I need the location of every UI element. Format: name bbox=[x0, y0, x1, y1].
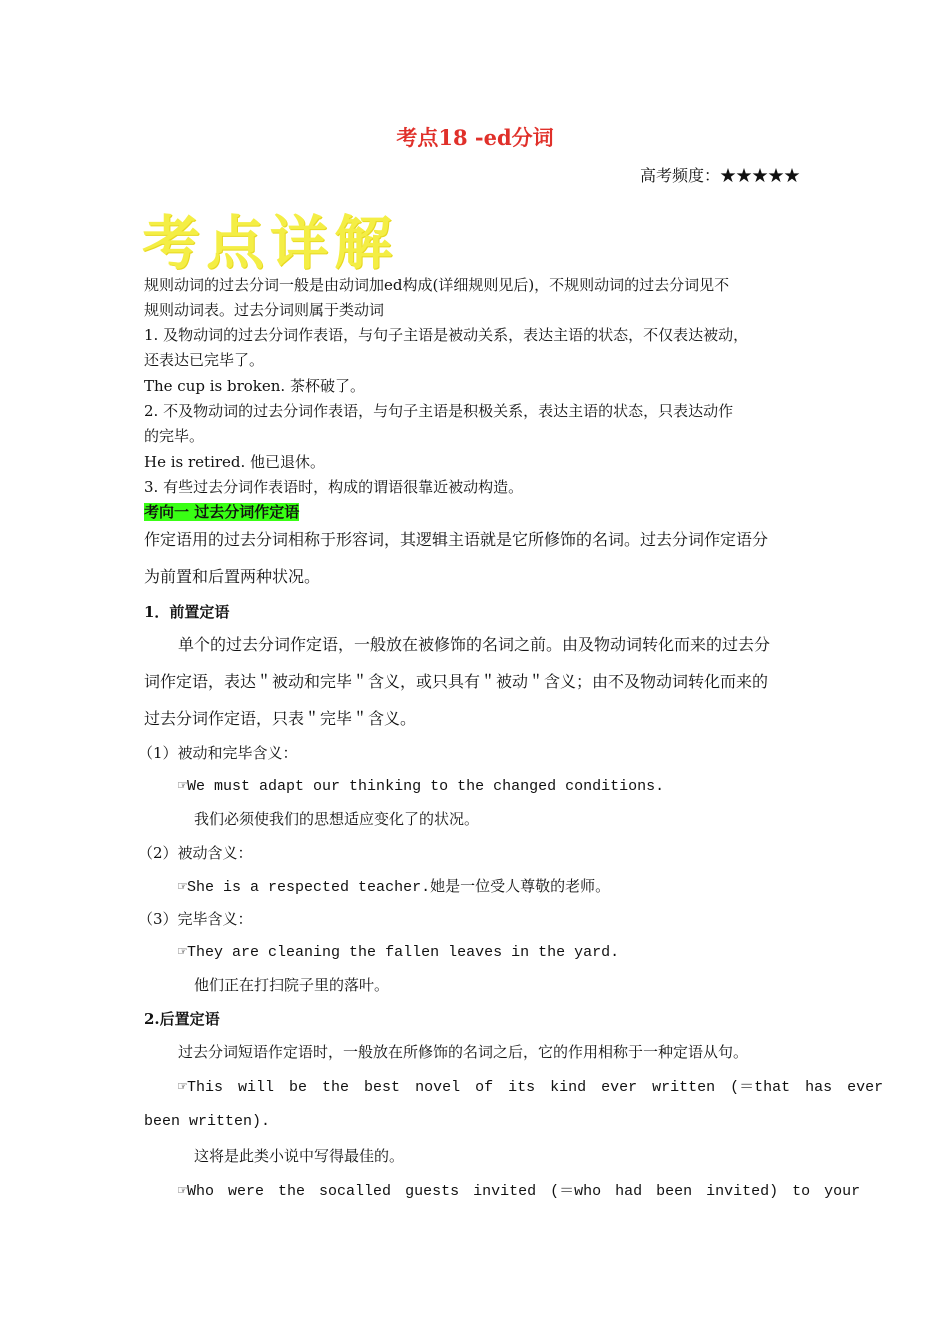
point-1-line-1: 1. 及物动词的过去分词作表语，与句子主语是被动关系，表达主语的状态，不仅表达被动， bbox=[144, 326, 749, 344]
pre-heading: 1．前置定语 bbox=[144, 603, 230, 621]
case-3-chinese: 他们正在打扫院子里的落叶。 bbox=[194, 976, 390, 994]
post-example-1-line-2: been written). bbox=[144, 1113, 271, 1130]
point-1-line-2: 还表达已完毕了。 bbox=[144, 351, 265, 369]
post-heading: 2.后置定语 bbox=[144, 1010, 220, 1028]
case-2-english: ☞She is a respected teacher. bbox=[178, 879, 431, 896]
post-example-2-line-1: ☞Who were the socalled guests invited (＝who had been invited) to your bbox=[178, 1183, 861, 1200]
section-1-line-1: 作定语用的过去分词相称于形容词，其逻辑主语就是它所修饰的名词。过去分词作定语分 bbox=[144, 530, 769, 549]
post-example-1-chinese: 这将是此类小说中写得最佳的。 bbox=[194, 1147, 405, 1165]
case-2-chinese: 她是一位受人尊敬的老师。 bbox=[430, 877, 611, 895]
section-1-heading bbox=[144, 501, 299, 523]
point-3-line-1: 3. 有些过去分词作表语时，构成的谓语很靠近被动构造。 bbox=[144, 478, 524, 496]
pre-line-2: 词作定语，表达＂被动和完毕＂含义，或只具有＂被动＂含义；由不及物动词转化而来的 bbox=[144, 672, 769, 691]
section-banner: 考点详解 bbox=[142, 209, 399, 277]
intro-line-1: 规则动词的过去分词一般是由动词加ed构成(详细规则见后)，不规则动词的过去分词见不 bbox=[144, 276, 730, 294]
case-1-label: （1）被动和完毕含义： bbox=[138, 744, 298, 762]
post-line-1: 过去分词短语作定语时，一般放在所修饰的名词之后，它的作用相称于一种定语从句。 bbox=[178, 1043, 749, 1061]
section-1-heading-text: 考向一 过去分词作定语 bbox=[144, 503, 300, 521]
pre-line-1: 单个的过去分词作定语，一般放在被修饰的名词之前。由及物动词转化而来的过去分 bbox=[178, 635, 771, 654]
case-2-line bbox=[178, 875, 610, 899]
case-2-label: （2）被动含义： bbox=[138, 844, 253, 862]
post-example-1-line-1: ☞This will be the best novel of its kind ever written (＝that has ever bbox=[178, 1079, 884, 1096]
case-1-english: ☞We must adapt our thinking to the changed conditions. bbox=[178, 778, 665, 795]
intro-line-2: 规则动词表。过去分词则属于类动词 bbox=[144, 301, 385, 319]
point-2-line-1: 2. 不及物动词的过去分词作表语，与句子主语是积极关系，表达主语的状态，只表达动作 bbox=[144, 402, 734, 420]
section-1-line-2: 为前置和后置两种状况。 bbox=[144, 567, 321, 586]
point-2-example: He is retired. 他已退休。 bbox=[144, 453, 326, 471]
point-2-line-2: 的完毕。 bbox=[144, 427, 205, 445]
exam-frequency: 高考频度：★★★★★ bbox=[640, 166, 801, 185]
case-3-label: （3）完毕含义： bbox=[138, 910, 253, 928]
document-title: 考点18 -ed分词 bbox=[396, 125, 554, 150]
point-1-example: The cup is broken. 茶杯破了。 bbox=[144, 377, 365, 395]
case-1-chinese: 我们必须使我们的思想适应变化了的状况。 bbox=[194, 810, 480, 828]
pre-line-3: 过去分词作定语，只表＂完毕＂含义。 bbox=[144, 709, 417, 728]
case-3-english: ☞They are cleaning the fallen leaves in the yard. bbox=[178, 944, 620, 961]
